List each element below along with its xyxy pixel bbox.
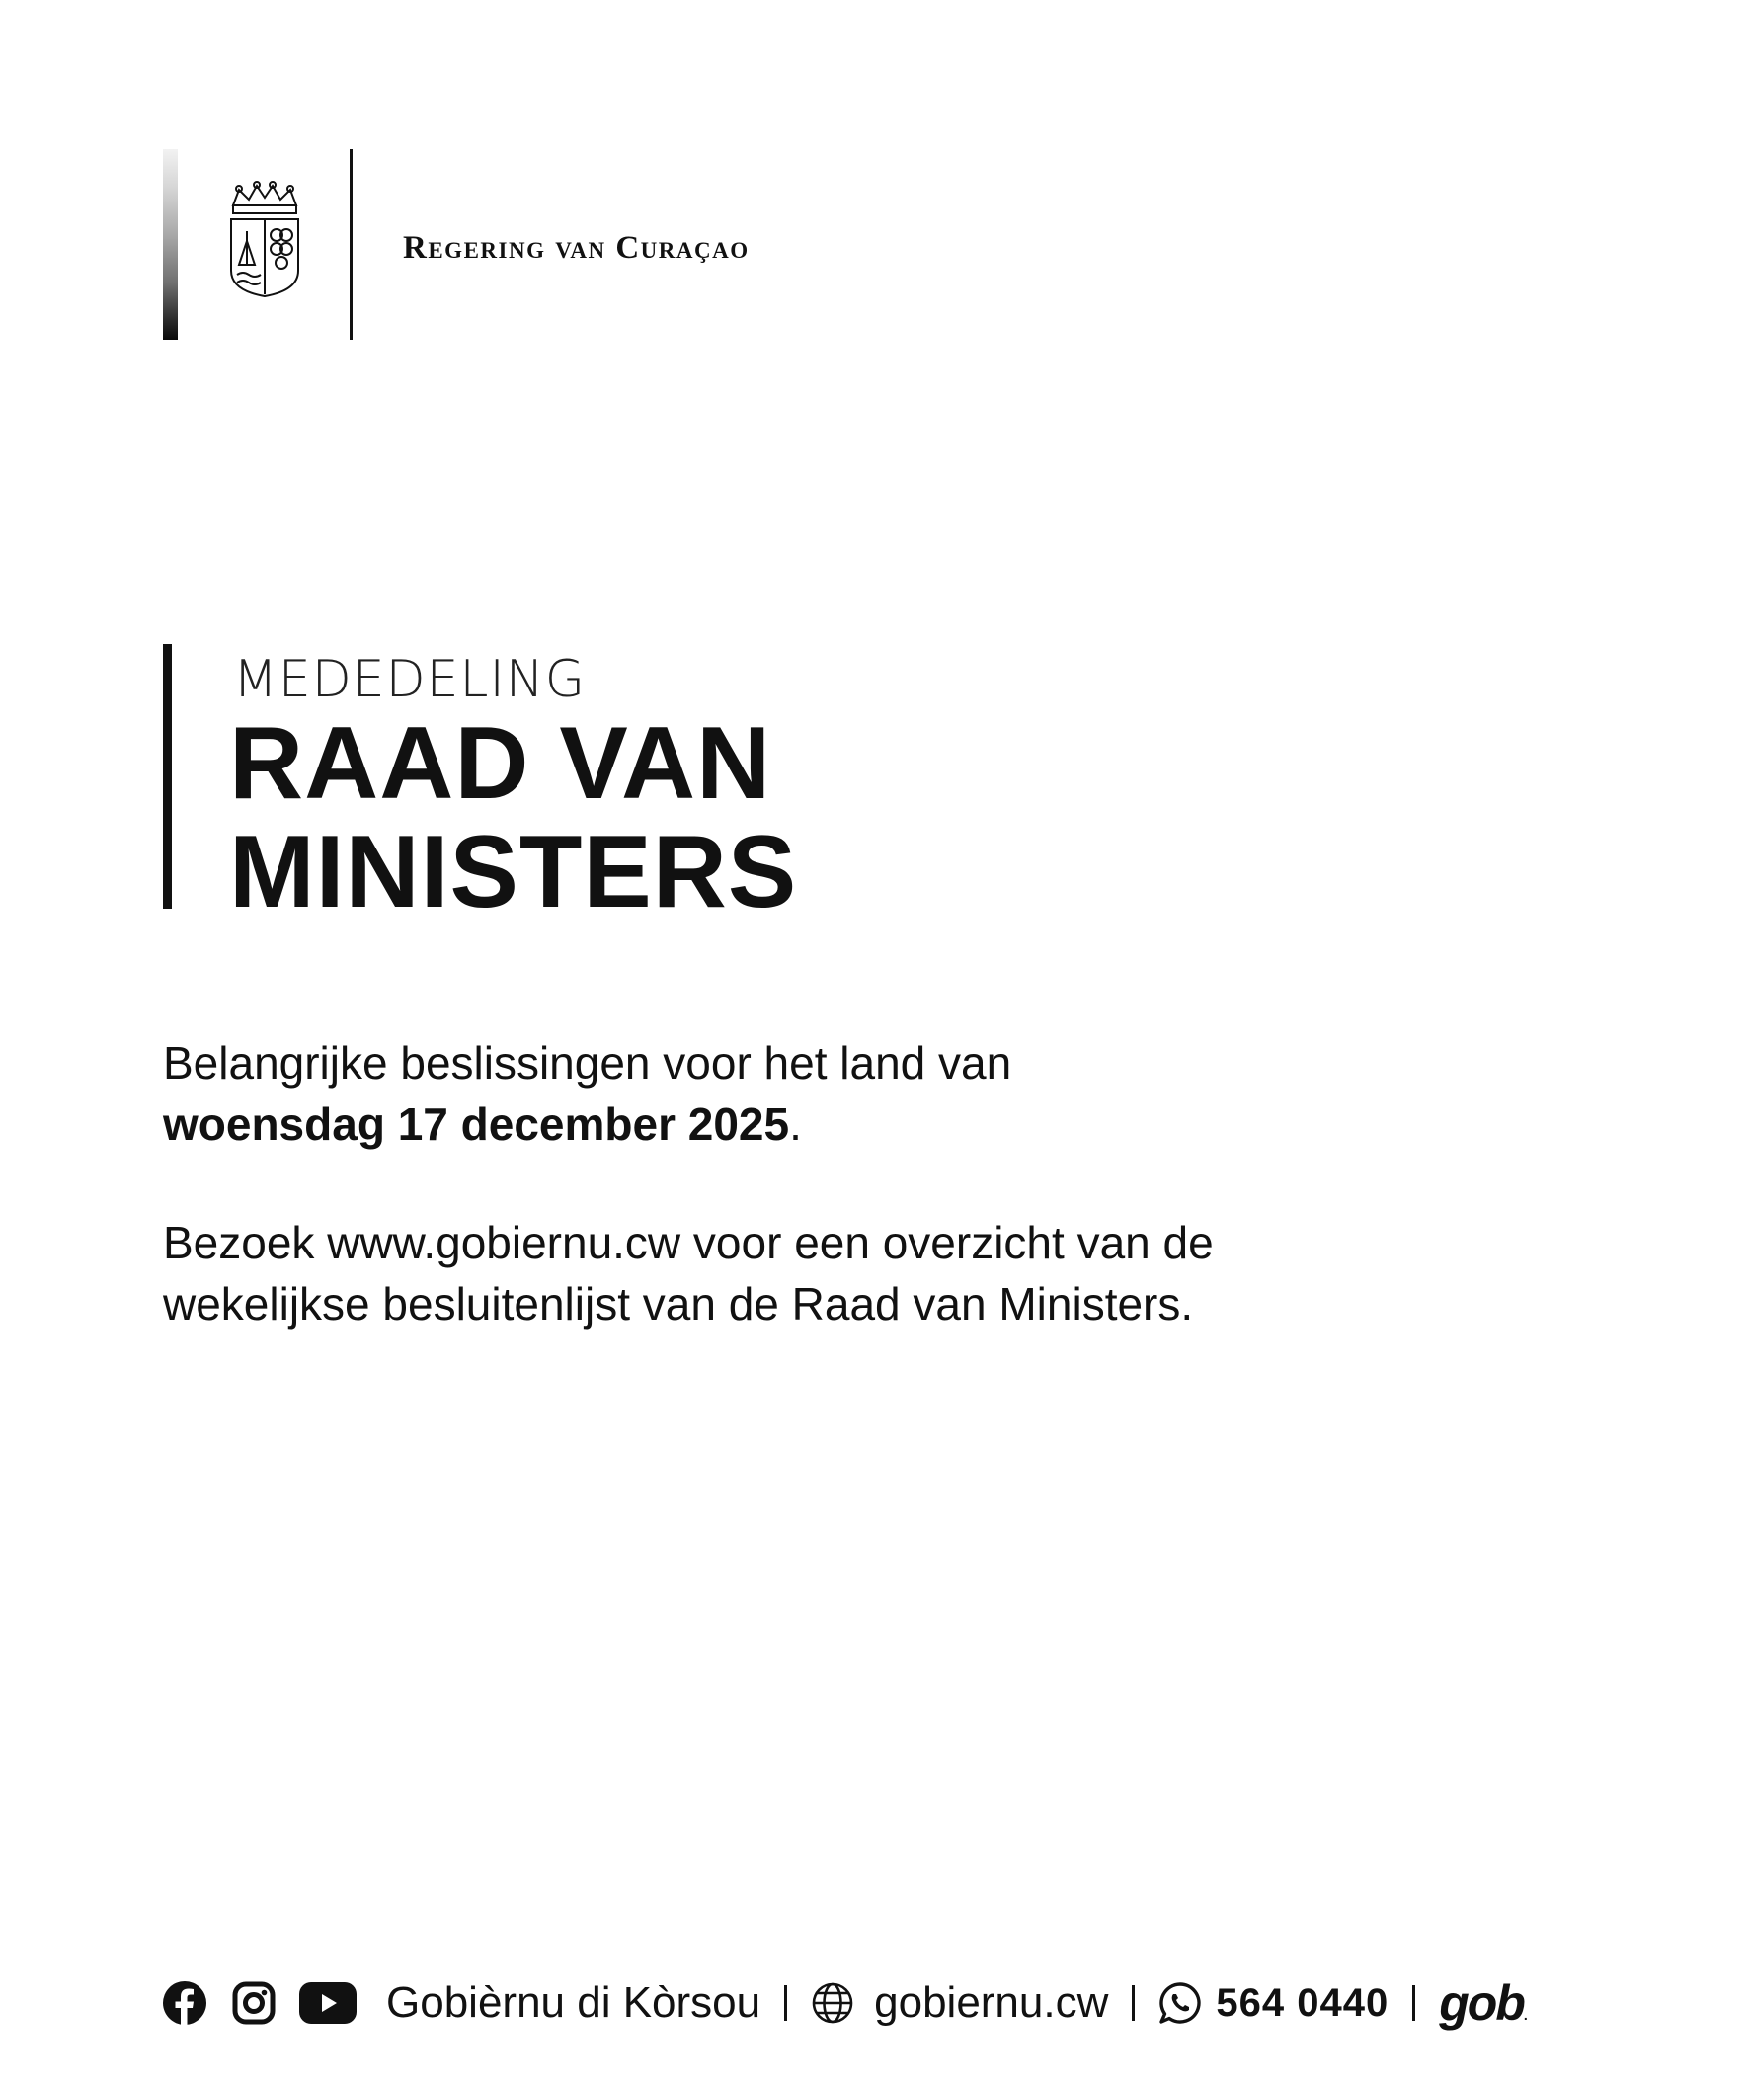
globe-icon — [811, 1981, 854, 2025]
facebook-icon[interactable] — [163, 1981, 206, 2025]
title-accent-bar — [163, 644, 172, 909]
date-suffix: . — [789, 1098, 802, 1150]
footer — [163, 1969, 1546, 2038]
gob-logo-text: gob — [1439, 1976, 1524, 2031]
visit-text-line-1: Bezoek www.gobiernu.cw voor een overzicht van de — [163, 1217, 1214, 1268]
whatsapp-icon — [1158, 1981, 1202, 2025]
gob-logo — [1439, 1975, 1528, 2032]
title-block — [163, 644, 1151, 929]
title-kicker: MEDEDELING — [233, 650, 587, 709]
intro-text: Belangrijke beslissingen voor het land van — [163, 1037, 1012, 1089]
page-title — [229, 706, 798, 929]
visit-paragraph — [163, 1212, 1447, 1334]
meeting-date: woensdag 17 december 2025 — [163, 1098, 790, 1150]
social-handle[interactable]: Gobièrnu di Kòrsou — [386, 1979, 761, 2027]
header-divider — [350, 149, 353, 340]
phone-number[interactable]: 564 0440 — [1216, 1980, 1390, 2025]
announcement-body — [163, 1032, 1447, 1334]
title-line-2: MINISTERS — [229, 815, 798, 929]
organization-name: Regering van Curaçao — [403, 230, 750, 266]
youtube-icon[interactable] — [299, 1982, 357, 2024]
intro-paragraph — [163, 1032, 1447, 1155]
instagram-icon[interactable] — [232, 1981, 276, 2025]
footer-separator — [1132, 1985, 1135, 2021]
header — [163, 149, 854, 340]
grayscale-gradient-bar — [163, 149, 178, 340]
title-line-1: RAAD VAN — [229, 706, 772, 821]
website-link[interactable]: gobiernu.cw — [874, 1979, 1109, 2027]
footer-separator — [784, 1985, 787, 2021]
footer-separator — [1412, 1985, 1415, 2021]
coat-of-arms-icon — [225, 180, 304, 300]
visit-text-line-2: wekelijkse besluitenlijst van de Raad van Ministers. — [163, 1278, 1194, 1330]
gob-logo-dot: . — [1523, 2007, 1528, 2023]
